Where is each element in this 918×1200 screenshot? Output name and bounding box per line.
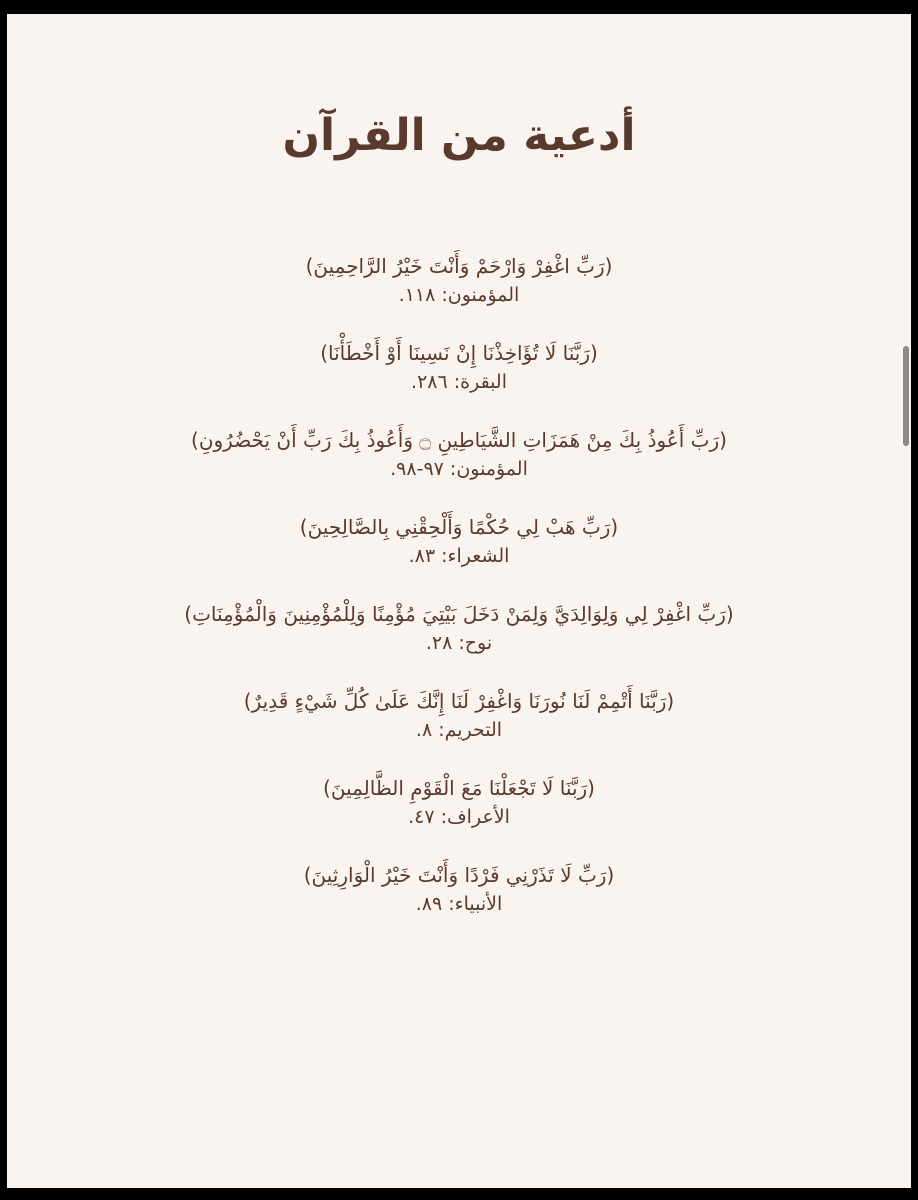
- dua-verse: (رَبَّنَا لَا تَجْعَلْنَا مَعَ الْقَوْمِ الظَّالِمِينَ): [323, 776, 595, 800]
- dua-reference: نوح: ٢٨.: [425, 632, 493, 654]
- dua-reference: الأنبياء: ٨٩.: [415, 893, 503, 915]
- dua-verse: (رَبَّنَا أَتْمِمْ لَنَا نُورَنَا وَاغْفِرْ لَنَا إِنَّكَ عَلَىٰ كُلِّ شَيْءٍ قَدِيرٌ): [243, 689, 675, 713]
- dua-entry: [7, 513, 911, 600]
- dua-verse: (رَبِّ هَبْ لِي حُكْمًا وَأَلْحِقْنِي بِالصَّالِحِينَ): [299, 515, 619, 539]
- dua-reference: المؤمنون: ٩٧-٩٨.: [390, 458, 528, 480]
- dua-entry: [7, 252, 911, 339]
- dua-verse: (رَبِّ اغْفِرْ وَارْحَمْ وَأَنْتَ خَيْرُ الرَّاحِمِينَ): [305, 254, 613, 278]
- dua-verse: (رَبِّ لَا تَذَرْنِي فَرْدًا وَأَنْتَ خَيْرُ الْوَارِثِينَ): [303, 863, 615, 887]
- dua-entry: [7, 339, 911, 426]
- dua-entry: [7, 861, 911, 948]
- dua-verse: (رَبِّ أَعُوذُ بِكَ مِنْ هَمَزَاتِ الشَّيَاطِينِ ۝ وَأَعُوذُ بِكَ رَبِّ أَنْ يَحْضُرُونِ): [191, 428, 727, 452]
- dua-entry: [7, 774, 911, 861]
- dua-entry: [7, 426, 911, 513]
- page-title: أدعية من القرآن: [282, 110, 636, 161]
- dua-verse: (رَبِّ اغْفِرْ لِي وَلِوَالِدَيَّ وَلِمَنْ دَخَلَ بَيْتِيَ مُؤْمِنًا وَلِلْمُؤْمِنِينَ وَالْمُؤْمِنَاتِ): [184, 602, 734, 626]
- dua-reference: الشعراء: ٨٣.: [408, 545, 510, 567]
- dua-reference: التحريم: ٨.: [415, 719, 503, 741]
- dua-list: [7, 252, 911, 948]
- dua-reference: المؤمنون: ١١٨.: [398, 284, 520, 306]
- vertical-scrollbar[interactable]: [903, 346, 909, 446]
- dua-reference: البقرة: ٢٨٦.: [411, 371, 507, 393]
- dua-entry: [7, 600, 911, 687]
- dua-reference: الأعراف: ٤٧.: [408, 806, 510, 828]
- dua-entry: [7, 687, 911, 774]
- document-page: [7, 14, 911, 1188]
- dua-verse: (رَبَّنَا لَا تُؤَاخِذْنَا إِنْ نَسِينَا أَوْ أَخْطَأْنَا): [320, 341, 598, 365]
